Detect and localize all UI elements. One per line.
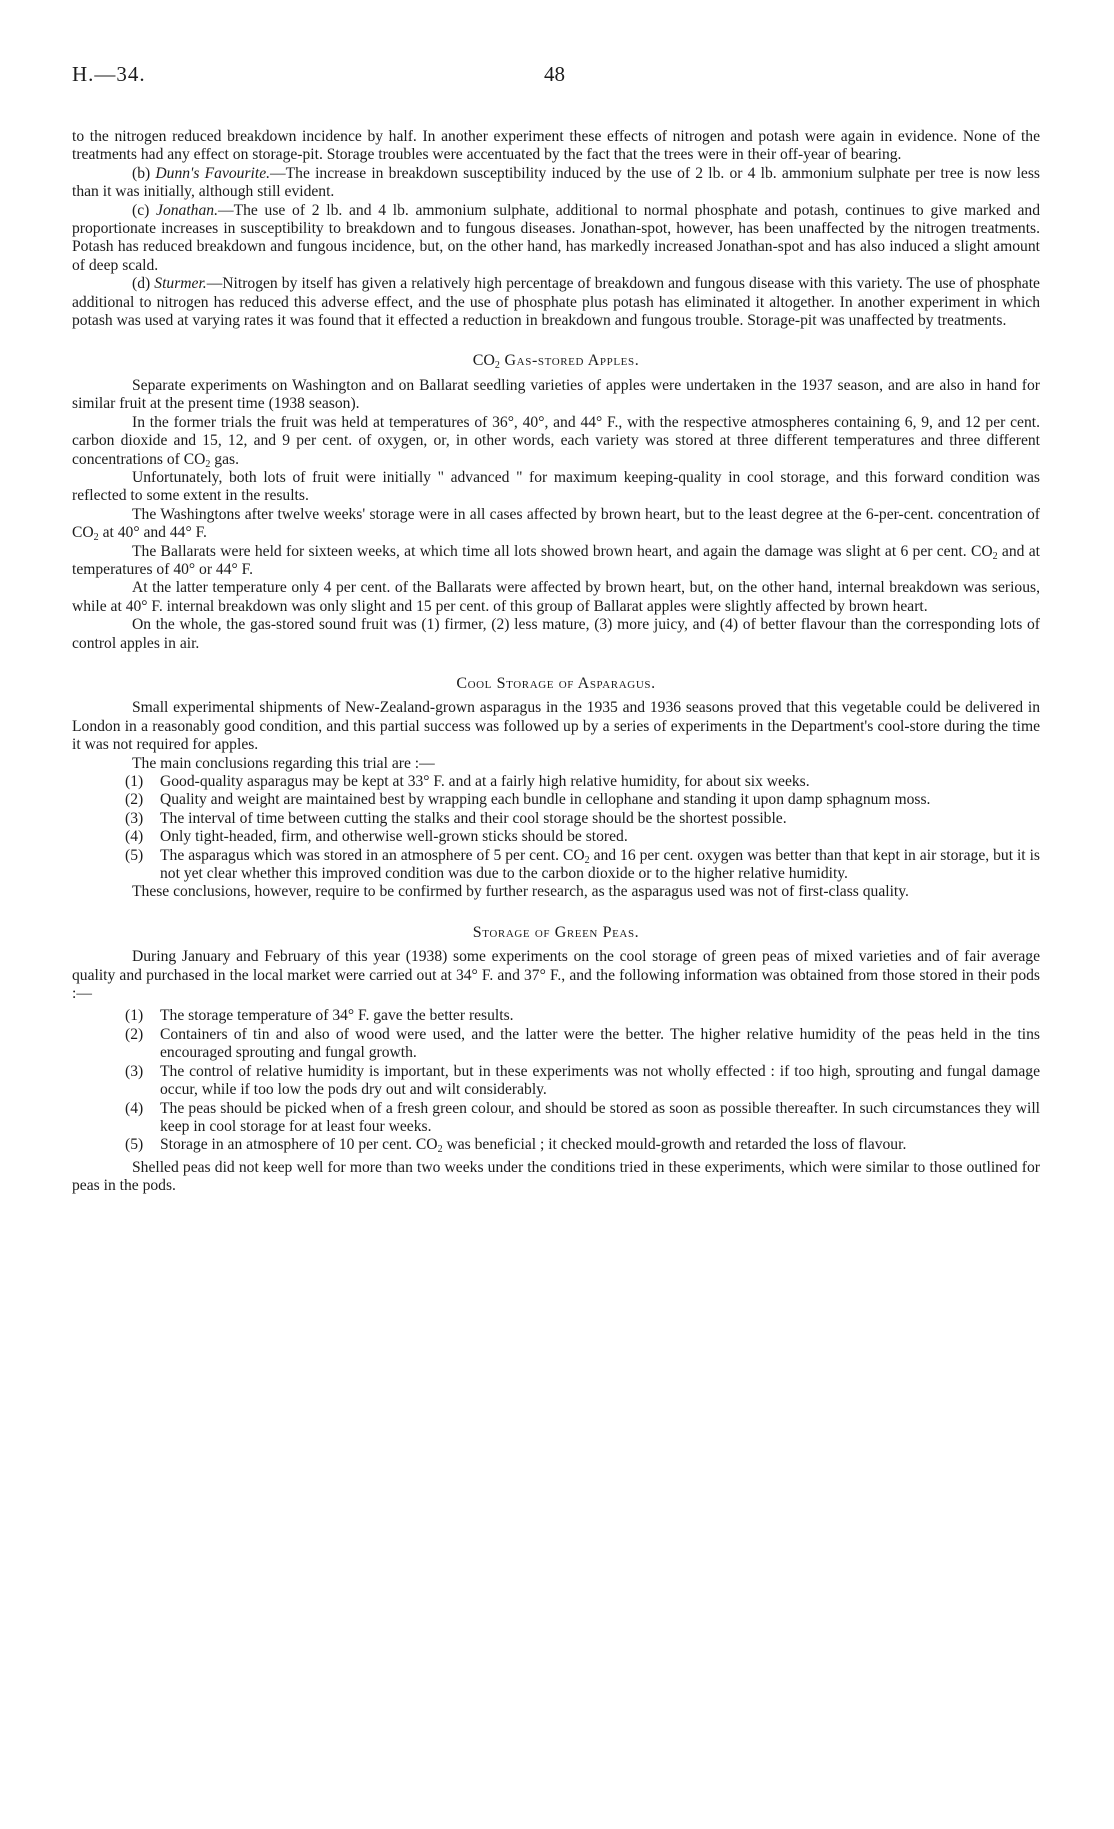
paragraph-sturmer <box>72 275 1040 330</box>
section-heading-green-peas: Storage of Green Peas. <box>472 923 640 941</box>
list-item: (3) The interval of time between cutting the stalks and their cool storage should be the shortest possible. <box>125 809 787 827</box>
paragraph: Separate experiments on Washington and on Ballarat seedling varieties of apples were undertaken in the 1937 season, and are also in hand for similar fruit at the present time (1938 season). <box>72 376 1040 413</box>
paragraph-text: —The increase in breakdown susceptibility induced by the use of 2 lb. or 4 lb. ammonium sulphate per tree is now less than it was initially, although still evident. <box>72 164 1040 201</box>
paragraph: Shelled peas did not keep well for more than two weeks under the conditions tried in these experiments, which were similar to those outlined for peas in the pods. <box>72 1158 1040 1195</box>
paragraph: The Washingtons after twelve weeks' storage were in all cases affected by brown heart, but to the least degree at the 6-per-cent. concentration of $CO_2$ at 40° and 44° F. <box>72 505 1040 544</box>
paragraph: On the whole, the gas-stored sound fruit was (1) firmer, (2) less mature, (3) more juicy, and (4) of better flavour than the corresponding lots of control apples in air. <box>72 616 1040 652</box>
paragraph: Unfortunately, both lots of fruit were initially " advanced " for maximum keeping-quality in cool storage, and this forward condition was reflected to some extent in the results. <box>72 468 1040 505</box>
list-item: (1) The storage temperature of 34° F. gave the better results. <box>125 1007 514 1025</box>
list-item: (3) The control of relative humidity is important, but in these experiments was not wholly effected : if too high, sprouting and fungal damage occur, while if too low the pods dry out and wilt considerably. <box>125 1062 1040 1099</box>
list-item: (2) Quality and weight are maintained best by wrapping each bundle in cellophane and standing it upon damp sphagnum moss. <box>125 791 931 809</box>
report-reference: H.—34. <box>72 62 146 86</box>
paragraph: At the latter temperature only 4 per cent. of the Ballarats were affected by brown heart, but, on the other hand, internal breakdown was serious, while at 40° F. internal breakdown was only slight and 15 per cent. of this group of Ballarat apples were slightly affected by brown heart. <box>72 579 1040 615</box>
variety-title: Dunn's Favourite. <box>155 164 271 182</box>
paragraph-text: —Nitrogen by itself has given a relatively high percentage of breakdown and fungous disease with this variety. The use of phosphate additional to nitrogen has reduced this adverse effect, and the use of phosphate plus potash has eliminated it altogether. In another experiment in which potash was used at varying rates it was found that it effected a reduction in breakdown and fungous trouble. Storage-pit was unaffected by treatments. <box>72 275 1040 330</box>
page-number: 48 <box>544 62 565 86</box>
peas-findings-list <box>72 1007 1040 1154</box>
paragraph: Small experimental shipments of New-Zealand-grown asparagus in the 1935 and 1936 seasons proved that this vegetable could be delivered in London in a reasonably good condition, and this partial success was followed up by a series of experiments in the Department's cool-store during the time it was not required for apples. <box>72 699 1040 754</box>
asparagus-conclusions-list <box>72 773 1040 883</box>
variety-title: Sturmer. <box>154 275 207 293</box>
variety-title: Jonathan. <box>156 201 218 219</box>
page-header <box>72 62 1040 102</box>
section-heading-co2-apples: $CO_2$ Gas-stored Apples. <box>472 352 640 372</box>
paragraph: The main conclusions regarding this trial are :— <box>132 754 435 772</box>
list-item: (1) Good-quality asparagus may be kept at 33° F. and at a fairly high relative humidity, for about six weeks. <box>125 773 810 790</box>
document-body <box>72 128 1040 1196</box>
paragraph: The Ballarats were held for sixteen weeks, at which time all lots showed brown heart, and again the damage was slight at 6 per cent. $CO_2$ and at temperatures of 40° or 44° F. <box>72 542 1040 578</box>
document-page <box>72 62 1040 1196</box>
paragraph: These conclusions, however, require to be confirmed by further research, as the asparagus used was not of first-class quality. <box>132 883 909 901</box>
paragraph: In the former trials the fruit was held at temperatures of 36°, 40°, and 44° F., with the respective atmospheres containing 6, 9, and 12 per cent. carbon dioxide and 15, 12, and 9 per cent. of oxygen, or, in other words, each variety was stored at three different temperatures and three different concentrations of $CO_2$ gas. <box>72 413 1040 470</box>
item-label: (c) <box>132 201 150 219</box>
paragraph-text: —The use of 2 lb. and 4 lb. ammonium sulphate, additional to normal phosphate and potash, continues to give marked and proportionate increases in susceptibility to breakdown and to fungous diseases. Jonathan-spot, however, has been unaffected by the nitrogen treatments. Potash has reduced breakdown and fungous incidence, but, on the other hand, has markedly increased Jonathan-spot and has also induced a slight amount of deep scald. <box>72 201 1040 274</box>
list-item: (4) The peas should be picked when of a fresh green colour, and should be stored as soon as possible thereafter. In such circumstances they will keep in cool storage for at least four weeks. <box>125 1099 1040 1135</box>
list-item: (5) Storage in an atmosphere of 10 per cent. $CO_2$ was beneficial ; it checked mould-growth and retarded the loss of flavour. <box>125 1136 907 1156</box>
paragraph-jonathan <box>72 202 1040 276</box>
item-label: (b) <box>132 164 151 182</box>
list-item: (4) Only tight-headed, firm, and otherwise well-grown sticks should be stored. <box>125 828 628 846</box>
section-heading-asparagus: Cool Storage of Asparagus. <box>456 674 656 692</box>
paragraph-dunns-favourite <box>72 165 1040 202</box>
paragraph: During January and February of this year (1938) some experiments on the cool storage of green peas of mixed varieties and of fair average quality and purchased in the local market were carried out at 34° F. and 37° F., and the following information was obtained from those stored in their pods :— <box>72 948 1040 1003</box>
list-item: (5) The asparagus which was stored in an atmosphere of 5 per cent. $CO_2$ and 16 per cent. oxygen was better than that kept in air storage, but it is not yet clear whether this improved condition was due to the carbon dioxide or to the higher relative humidity. <box>125 846 1040 883</box>
list-item: (2) Containers of tin and also of wood were used, and the latter were the better. The higher relative humidity of the peas held in the tins encouraged sprouting and fungal growth. <box>125 1025 1040 1062</box>
item-label: (d) <box>132 275 151 293</box>
paragraph: to the nitrogen reduced breakdown incidence by half. In another experiment these effects of nitrogen and potash were again in evidence. None of the treatments had any effect on storage-pit. Storage troubles were accentuated by the fact that the trees were in their off-year of bearing. <box>72 128 1040 164</box>
